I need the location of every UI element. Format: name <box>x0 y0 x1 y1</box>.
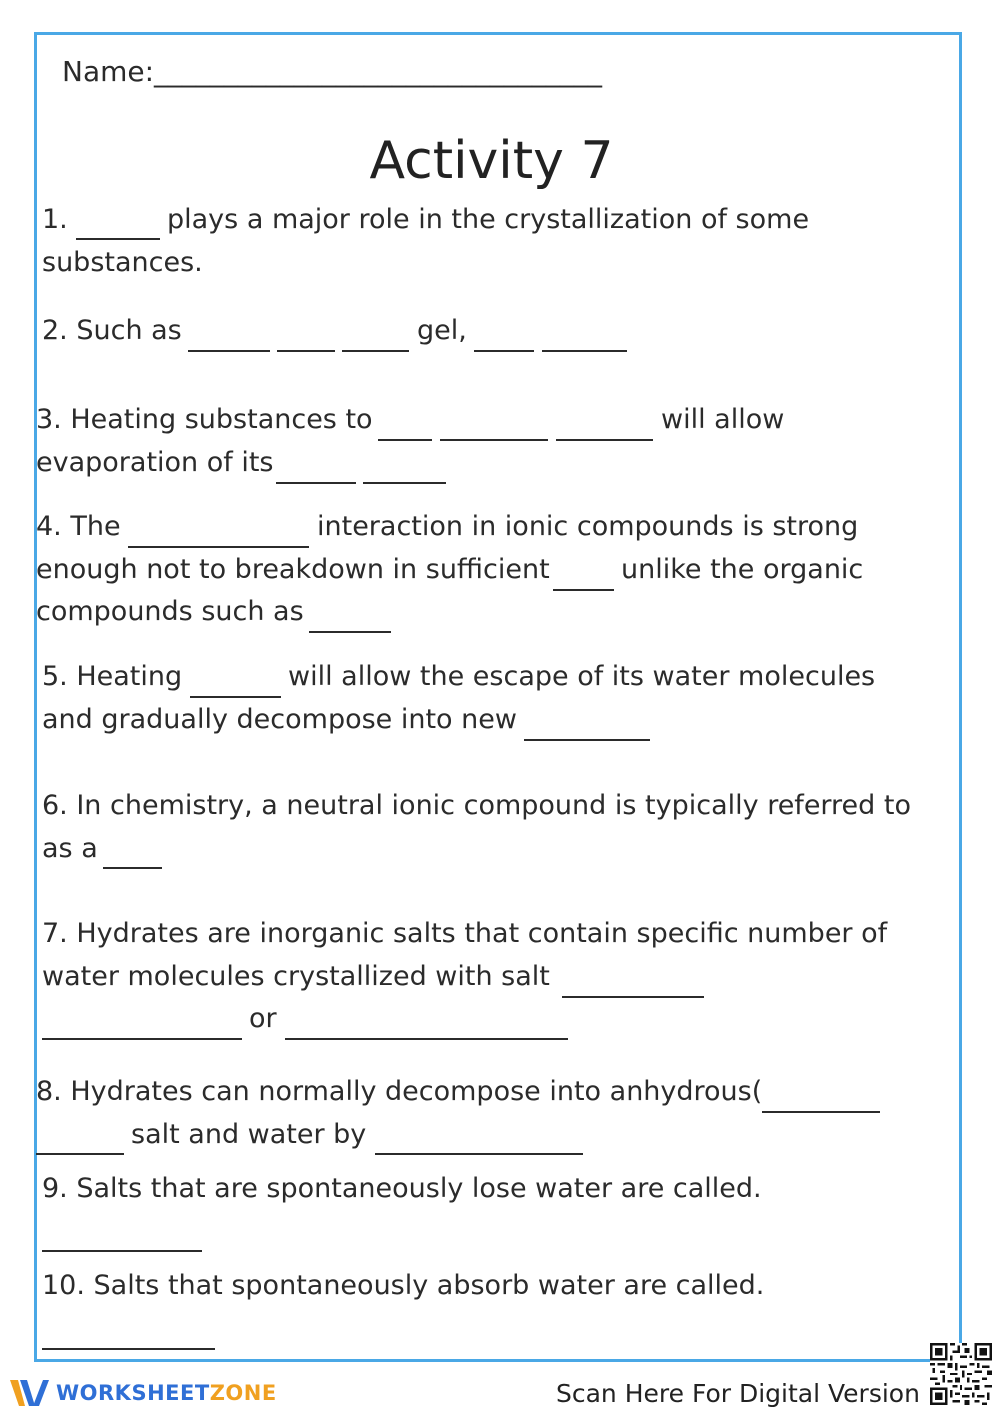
q8-text-b: salt and water by <box>131 1119 367 1150</box>
q2-blank-2[interactable] <box>277 350 335 352</box>
q1-text-c: substances. <box>42 247 203 278</box>
q6-text-a: 6. In chemistry, a neutral ionic compound is typically referred to <box>42 790 911 821</box>
qr-code-icon[interactable] <box>930 1343 992 1405</box>
q1-blank-1[interactable] <box>76 238 160 240</box>
q8-blank-1[interactable] <box>762 1111 880 1113</box>
name-field-label: Name:________________________________ <box>62 55 603 88</box>
q8-blank-3[interactable] <box>375 1153 583 1155</box>
q2-blank-1[interactable] <box>188 350 270 352</box>
logo-word-zone: ZONE <box>209 1381 277 1405</box>
q3-blank-1[interactable] <box>378 439 432 441</box>
q10-text-a: 10. Salts that spontaneously absorb water are called. <box>42 1270 765 1301</box>
q4-blank-3[interactable] <box>309 631 391 633</box>
q7-text-a: 7. Hydrates are inorganic salts that contain specific number of <box>42 918 888 949</box>
q8-blank-2[interactable] <box>36 1153 124 1155</box>
q2-blank-3[interactable] <box>342 350 409 352</box>
q2-text-b: gel, <box>417 315 467 346</box>
q3-blank-4[interactable] <box>276 482 356 484</box>
q5-text-c: and gradually decompose into new <box>42 704 517 735</box>
q10-blank-1[interactable] <box>42 1348 215 1350</box>
q3-text-b: will allow <box>661 404 785 435</box>
q3-blank-3[interactable] <box>556 439 653 441</box>
q2-blank-5[interactable] <box>542 350 627 352</box>
scan-here-text: Scan Here For Digital Version <box>556 1379 920 1408</box>
q5-text-a: 5. Heating <box>42 661 183 692</box>
logo-wordmark <box>56 1381 277 1405</box>
q7-blank-2[interactable] <box>42 1038 242 1040</box>
q5-text-b: will allow the escape of its water molecules <box>288 661 876 692</box>
q6-text-b: as a <box>42 833 98 864</box>
q7-text-b: water molecules crystallized with salt <box>42 961 550 992</box>
q3-text-c: evaporation of its <box>36 447 274 478</box>
q4-text-b: interaction in ionic compounds is strong <box>317 511 859 542</box>
q4-text-c: enough not to breakdown in sufficient <box>36 554 550 585</box>
worksheet-zone-logo[interactable] <box>8 1376 277 1410</box>
q6-blank-1[interactable] <box>103 867 162 869</box>
q4-text-e: compounds such as <box>36 596 304 627</box>
q7-text-c: or <box>249 1003 277 1034</box>
q2-text-a: 2. Such as <box>42 315 182 346</box>
q4-blank-2[interactable] <box>553 589 614 591</box>
q3-blank-5[interactable] <box>363 482 446 484</box>
q8-text-a: 8. Hydrates can normally decompose into anhydrous( <box>36 1076 763 1107</box>
q9-blank-1[interactable] <box>42 1250 202 1252</box>
logo-word-worksheet: WORKSHEET <box>56 1381 210 1405</box>
q4-text-a: 4. The <box>36 511 121 542</box>
q7-blank-1[interactable] <box>562 996 704 998</box>
page-title: Activity 7 <box>369 131 614 191</box>
q3-blank-2[interactable] <box>440 439 548 441</box>
q1-text-a: 1. <box>42 204 68 235</box>
q7-blank-3[interactable] <box>285 1038 568 1040</box>
q2-blank-4[interactable] <box>474 350 534 352</box>
q9-text-a: 9. Salts that are spontaneously lose water are called. <box>42 1173 762 1204</box>
q5-blank-2[interactable] <box>524 739 650 741</box>
logo-w-icon <box>8 1376 50 1410</box>
q1-text-b: plays a major role in the crystallization of some <box>167 204 810 235</box>
q3-text-a: 3. Heating substances to <box>36 404 373 435</box>
q4-text-d: unlike the organic <box>621 554 864 585</box>
